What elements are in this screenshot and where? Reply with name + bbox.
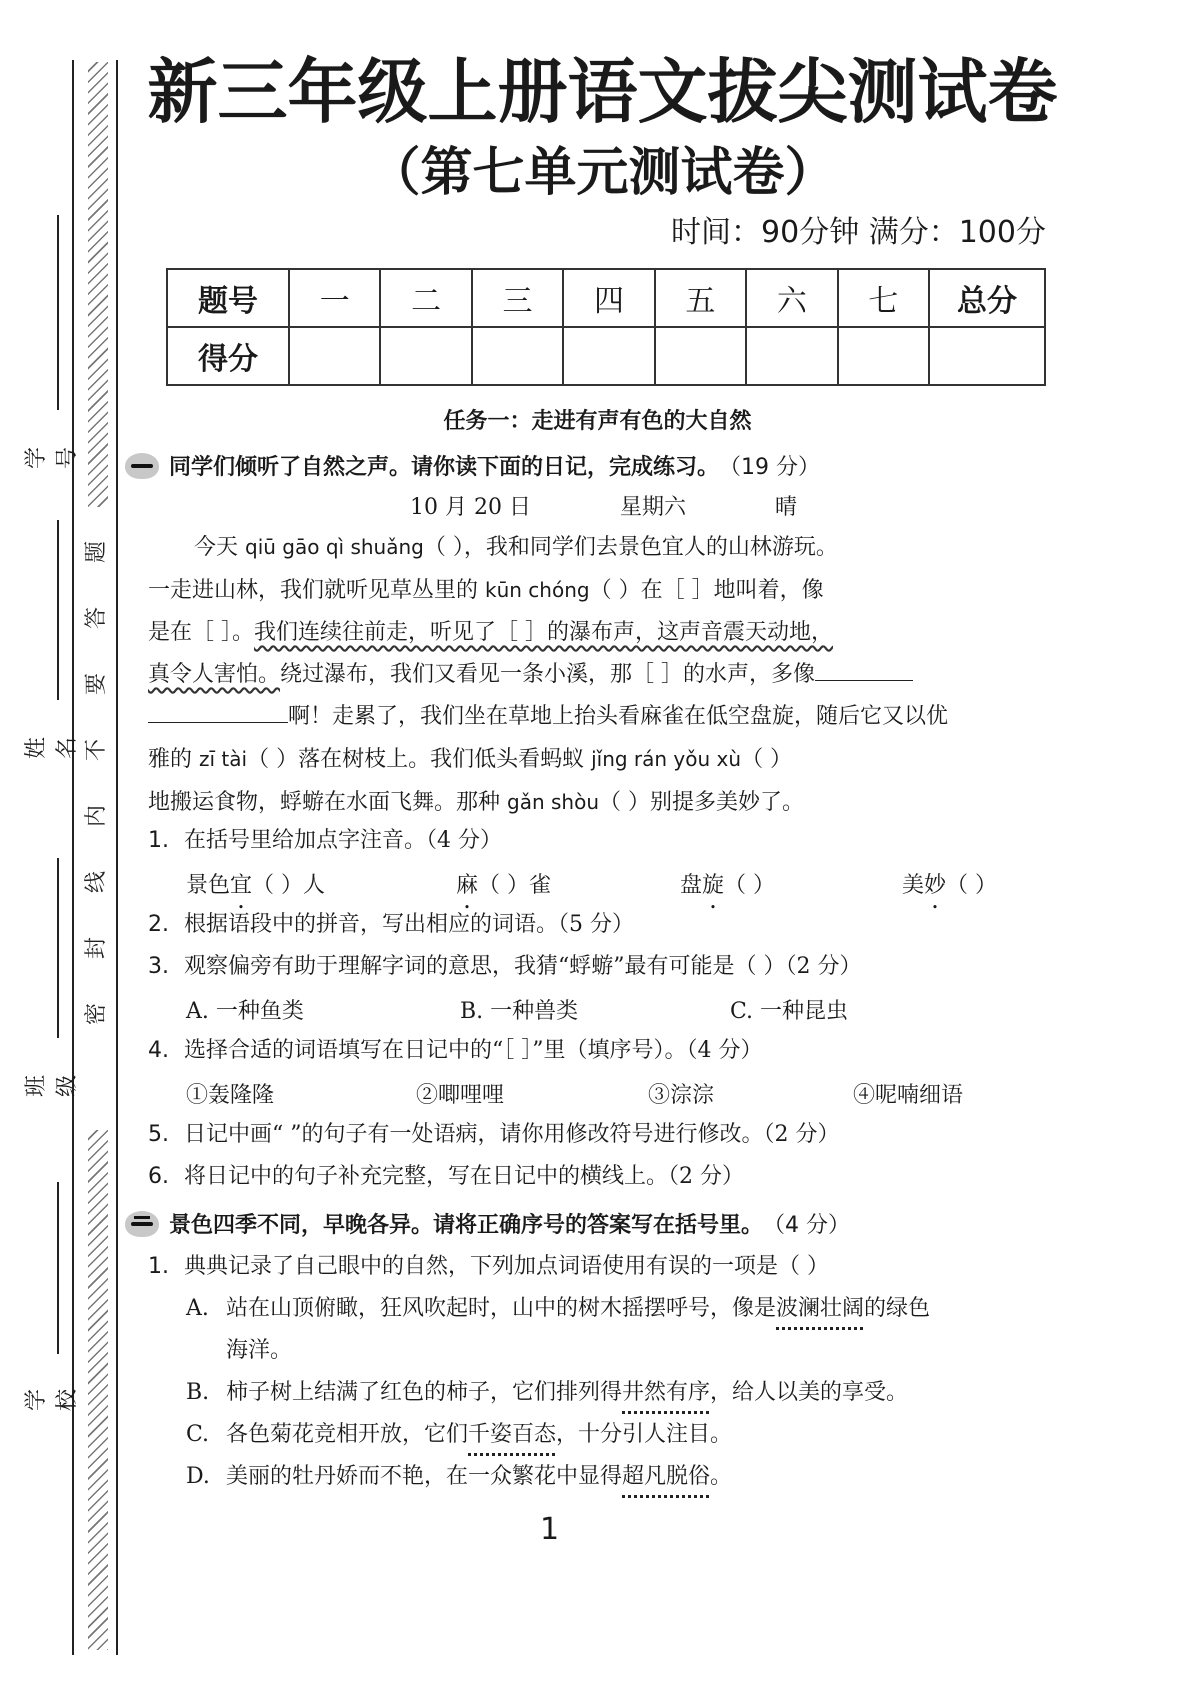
section-1-points: （19 分） bbox=[719, 455, 821, 480]
text: 今天 bbox=[194, 535, 245, 560]
diary-line-7 bbox=[148, 781, 1054, 824]
dotted-char: 宜 bbox=[230, 873, 253, 898]
dotted-char: 麻 bbox=[456, 873, 479, 898]
option-2[interactable]: ②唧哩哩 bbox=[416, 1083, 505, 1108]
question-6 bbox=[148, 1162, 744, 1192]
score-table-score-row bbox=[167, 327, 1045, 385]
option-c[interactable]: C. 一种昆虫 bbox=[730, 999, 849, 1024]
margin-rule-left bbox=[72, 60, 74, 1655]
column-header: 三 bbox=[472, 269, 563, 327]
choice-d[interactable] bbox=[186, 1462, 732, 1492]
name-label: 姓名 bbox=[24, 736, 80, 759]
diary-line-3 bbox=[148, 612, 1054, 654]
choice-letter: D. bbox=[186, 1464, 210, 1489]
section-2-badge-icon bbox=[125, 1211, 159, 1237]
student-id-field[interactable] bbox=[24, 215, 80, 469]
pinyin-prompt: gǎn shòu bbox=[507, 790, 599, 814]
question-4 bbox=[148, 1036, 762, 1066]
hatch-pattern-top bbox=[88, 62, 108, 507]
pinyin-prompt: qiū gāo qì shuǎng bbox=[245, 535, 424, 559]
score-table-header-row bbox=[167, 269, 1045, 327]
margin-rule-right bbox=[116, 60, 118, 1655]
choice-letter: A. bbox=[186, 1296, 209, 1321]
fill-in-blank[interactable] bbox=[815, 654, 913, 681]
seal-char: 答 bbox=[83, 606, 109, 630]
option-a[interactable]: A. 一种鱼类 bbox=[186, 999, 304, 1024]
seal-char: 题 bbox=[83, 540, 109, 564]
name-line bbox=[57, 520, 59, 700]
column-header: 一 bbox=[289, 269, 380, 327]
hatch-pattern-bottom bbox=[88, 1130, 108, 1650]
text: 美 bbox=[902, 873, 925, 898]
text: 盘 bbox=[680, 873, 703, 898]
question-text: 选择合适的词语填写在日记中的“［ ］”里（填序号）。（4 分） bbox=[184, 1038, 763, 1063]
question-number: 1. bbox=[148, 828, 169, 853]
pinyin-prompt: jǐng rán yǒu xù bbox=[591, 747, 742, 771]
school-label: 学校 bbox=[24, 1388, 80, 1411]
choice-a-continued bbox=[226, 1336, 292, 1366]
text: 景色 bbox=[186, 873, 231, 898]
dotted-char: 妙 bbox=[924, 873, 947, 898]
dotted-phrase: 波澜壮阔 bbox=[776, 1296, 865, 1321]
seal-line-text bbox=[82, 540, 112, 1026]
pinyin-prompt: zī tài bbox=[199, 747, 248, 771]
choice-letter: B. bbox=[186, 1380, 210, 1405]
text: 柿子树上结满了红色的柿子，它们排列得 bbox=[226, 1380, 623, 1405]
question-number: 3. bbox=[148, 954, 169, 979]
task-title: 任务一：走进有声有色的大自然 bbox=[443, 409, 752, 434]
text: （ ）别提多美妙了。 bbox=[599, 790, 804, 815]
question-text: 日记中画“ ”的句子有一处语病，请你用修改符号进行修改。（2 分） bbox=[184, 1122, 840, 1147]
q3-options bbox=[186, 994, 848, 1025]
diary-header bbox=[410, 490, 797, 521]
dotted-phrase: 超凡脱俗 bbox=[622, 1464, 711, 1489]
question-number: 2. bbox=[148, 912, 169, 937]
seal-char: 密 bbox=[83, 1002, 109, 1026]
seal-char: 不 bbox=[83, 738, 109, 762]
column-header: 四 bbox=[563, 269, 654, 327]
school-field[interactable] bbox=[24, 1182, 80, 1452]
diary-passage bbox=[148, 526, 1054, 824]
question-5 bbox=[148, 1120, 839, 1150]
text: 是在［ ］。 bbox=[148, 620, 254, 645]
option-4[interactable]: ④呢喃细语 bbox=[853, 1083, 964, 1108]
section-2-instruction: 景色四季不同，早晚各异。请将正确序号的答案写在括号里。 bbox=[169, 1213, 764, 1238]
score-cell[interactable] bbox=[472, 327, 563, 385]
diary-date: 10 月 20 日 bbox=[410, 495, 531, 520]
option-1[interactable]: ①轰隆隆 bbox=[186, 1083, 275, 1108]
text: 地搬运食物，蜉蝣在水面飞舞。那种 bbox=[148, 790, 507, 815]
choice-a[interactable] bbox=[186, 1294, 930, 1324]
text: 一走进山林，我们就听见草丛里的 bbox=[148, 578, 485, 603]
column-header-total: 总分 bbox=[929, 269, 1045, 327]
text: 雅的 bbox=[148, 747, 199, 772]
question-1 bbox=[148, 826, 502, 856]
section-2-points: （4 分） bbox=[763, 1213, 851, 1238]
name-field[interactable] bbox=[24, 520, 80, 780]
q4-options bbox=[186, 1078, 963, 1109]
section-2-heading bbox=[125, 1208, 850, 1239]
row-label-question-number: 题号 bbox=[167, 269, 289, 327]
q1-item bbox=[186, 868, 456, 899]
text: （ ），我和同学们去景色宜人的山林游玩。 bbox=[423, 535, 838, 560]
seal-char: 封 bbox=[83, 936, 109, 960]
diary-line-4 bbox=[148, 654, 1054, 696]
text: （ ） bbox=[946, 873, 998, 898]
diary-weather: 晴 bbox=[774, 495, 797, 520]
fill-in-blank[interactable] bbox=[148, 696, 288, 723]
diary-line-6 bbox=[148, 738, 1054, 781]
student-id-label: 学号 bbox=[24, 446, 80, 469]
text: 美丽的牡丹娇而不艳，在一众繁花中显得 bbox=[226, 1464, 623, 1489]
diary-line-5 bbox=[148, 696, 1054, 738]
class-line bbox=[57, 858, 59, 1038]
column-header: 六 bbox=[746, 269, 837, 327]
question-text: 观察偏旁有助于理解字词的意思，我猜“蜉蝣”最有可能是（ ）（2 分） bbox=[184, 954, 862, 979]
text: （ ）雀 bbox=[478, 873, 552, 898]
page-number: 1 bbox=[540, 1512, 560, 1547]
text: 的绿色 bbox=[864, 1296, 931, 1321]
dotted-phrase: 井然有序 bbox=[622, 1380, 711, 1405]
text: ，十分引人注目。 bbox=[556, 1422, 733, 1447]
diary-line-2 bbox=[148, 569, 1054, 612]
dotted-phrase: 千姿百态 bbox=[468, 1422, 557, 1447]
exam-subtitle: （第七单元测试卷） bbox=[368, 143, 837, 203]
question-number: 5. bbox=[148, 1122, 169, 1147]
text: （ ） bbox=[724, 873, 776, 898]
class-field[interactable] bbox=[24, 858, 80, 1108]
score-cell[interactable] bbox=[289, 327, 380, 385]
choice-c[interactable] bbox=[186, 1420, 732, 1450]
class-label: 班级 bbox=[24, 1074, 80, 1097]
seal-char: 内 bbox=[83, 804, 109, 828]
text: 。 bbox=[710, 1464, 733, 1489]
seal-char: 要 bbox=[83, 672, 109, 696]
row-label-score: 得分 bbox=[167, 327, 289, 385]
score-cell[interactable] bbox=[838, 327, 929, 385]
section-2-question-1 bbox=[148, 1252, 829, 1282]
score-cell[interactable] bbox=[746, 327, 837, 385]
column-header: 七 bbox=[838, 269, 929, 327]
text: ，给人以美的享受。 bbox=[710, 1380, 909, 1405]
section-1-instruction: 同学们倾听了自然之声。请你读下面的日记，完成练习。 bbox=[169, 455, 720, 480]
section-1-badge-icon bbox=[125, 453, 159, 479]
q1-item bbox=[902, 868, 997, 899]
pinyin-prompt: kūn chóng bbox=[485, 578, 590, 602]
score-cell[interactable] bbox=[380, 327, 471, 385]
exam-title: 新三年级上册语文拔尖测试卷 bbox=[147, 51, 1058, 133]
wavy-underlined-sentence: 我们连续往前走，听见了［ ］的瀑布声，这声音震天动地， bbox=[254, 620, 833, 645]
q1-item bbox=[456, 868, 680, 899]
diary-weekday: 星期六 bbox=[619, 495, 686, 520]
question-2 bbox=[148, 910, 634, 940]
choice-b[interactable] bbox=[186, 1378, 908, 1408]
score-cell[interactable] bbox=[655, 327, 746, 385]
text: 站在山顶俯瞰，狂风吹起时，山中的树木摇摆呼号，像是 bbox=[226, 1296, 777, 1321]
option-b[interactable]: B. 一种兽类 bbox=[460, 999, 579, 1024]
text: （ ）落在树枝上。我们低头看蚂蚁 bbox=[247, 747, 592, 772]
question-number: 4. bbox=[148, 1038, 169, 1063]
question-text: 根据语段中的拼音，写出相应的词语。（5 分） bbox=[184, 912, 634, 937]
text: （ ）人 bbox=[252, 873, 326, 898]
text: 海洋。 bbox=[226, 1338, 293, 1363]
school-line bbox=[57, 1182, 59, 1354]
question-text: 将日记中的句子补充完整，写在日记中的横线上。（2 分） bbox=[184, 1164, 744, 1189]
q1-item bbox=[680, 868, 902, 899]
score-cell[interactable] bbox=[563, 327, 654, 385]
question-number: 1. bbox=[148, 1254, 169, 1279]
choice-letter: C. bbox=[186, 1422, 210, 1447]
section-1-heading bbox=[125, 450, 820, 481]
text: （ ）在［ ］地叫着，像 bbox=[589, 578, 824, 603]
column-header: 五 bbox=[655, 269, 746, 327]
student-id-line bbox=[57, 215, 59, 410]
text: 啊！走累了，我们坐在草地上抬头看麻雀在低空盘旋，随后它又以优 bbox=[288, 704, 949, 729]
diary-line-1 bbox=[148, 526, 1054, 569]
text: 各色菊花竞相开放，它们 bbox=[226, 1422, 469, 1447]
text: （ ） bbox=[741, 747, 793, 772]
option-3[interactable]: ③淙淙 bbox=[648, 1083, 715, 1108]
wavy-underlined-sentence: 真令人害怕。 bbox=[148, 662, 281, 687]
score-table bbox=[166, 268, 1046, 386]
q1-items bbox=[186, 868, 997, 899]
question-text: 在括号里给加点字注音。（4 分） bbox=[184, 828, 502, 853]
question-text: 典典记录了自己眼中的自然，下列加点词语使用有误的一项是（ ） bbox=[184, 1254, 829, 1279]
binding-margin bbox=[0, 0, 130, 1684]
dotted-char: 旋 bbox=[702, 873, 725, 898]
column-header: 二 bbox=[380, 269, 471, 327]
score-cell-total[interactable] bbox=[929, 327, 1045, 385]
text: 绕过瀑布，我们又看见一条小溪，那［ ］的水声，多像 bbox=[280, 662, 816, 687]
exam-time-score: 时间：90分钟 满分：100分 bbox=[671, 215, 1046, 250]
question-3 bbox=[148, 952, 861, 982]
seal-char: 线 bbox=[83, 870, 109, 894]
question-number: 6. bbox=[148, 1164, 169, 1189]
